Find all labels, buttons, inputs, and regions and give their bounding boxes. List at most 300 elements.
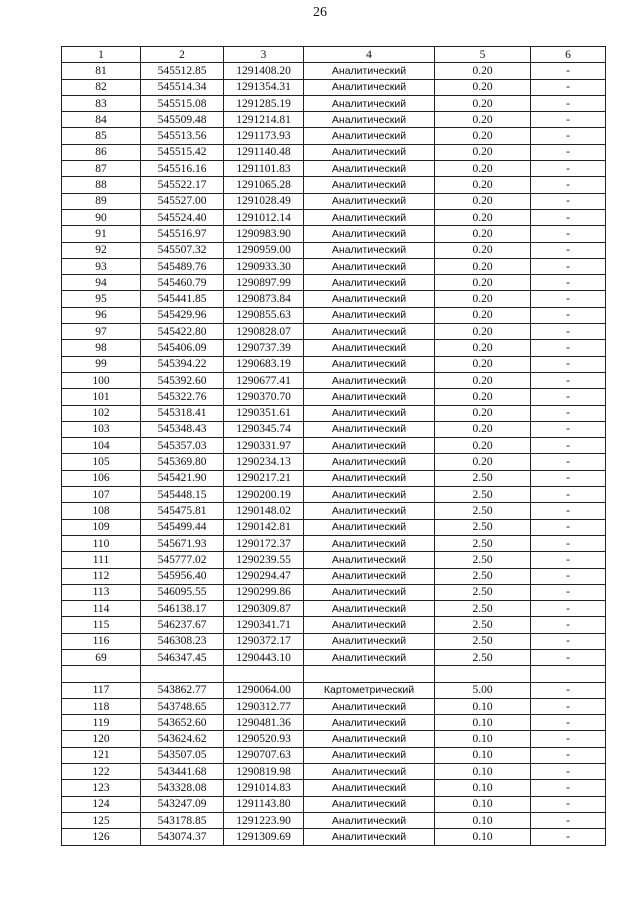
x-coordinate-cell: 543507.05 [141,747,224,763]
x-coordinate-cell: 545422.80 [141,324,224,340]
accuracy-cell: 0.20 [435,128,531,144]
method-cell: Аналитический [304,731,435,747]
method-cell: Аналитический [304,177,435,193]
accuracy-cell: 0.20 [435,389,531,405]
y-coordinate-cell: 1290855.63 [224,307,304,323]
accuracy-cell: 2.50 [435,535,531,551]
point-number-cell: 117 [62,682,141,698]
y-coordinate-cell: 1290707.63 [224,747,304,763]
method-cell: Аналитический [304,209,435,225]
accuracy-cell: 2.50 [435,470,531,486]
point-number-cell: 124 [62,796,141,812]
point-number-cell: 89 [62,193,141,209]
note-cell: - [531,421,606,437]
table-row [62,698,606,714]
accuracy-cell: 0.20 [435,340,531,356]
accuracy-cell: 2.50 [435,487,531,503]
y-coordinate-cell: 1290372.17 [224,633,304,649]
point-number-cell: 111 [62,552,141,568]
note-cell: - [531,438,606,454]
accuracy-cell: 0.20 [435,307,531,323]
note-cell: - [531,177,606,193]
x-coordinate-cell: 545777.02 [141,552,224,568]
x-coordinate-cell: 545513.56 [141,128,224,144]
header-cell-6: 6 [531,47,606,63]
accuracy-cell: 0.20 [435,291,531,307]
method-cell: Аналитический [304,601,435,617]
table-row [62,307,606,323]
point-number-cell: 96 [62,307,141,323]
accuracy-cell: 0.10 [435,698,531,714]
accuracy-cell: 0.10 [435,731,531,747]
x-coordinate-cell: 545522.17 [141,177,224,193]
point-number-cell: 94 [62,275,141,291]
x-coordinate-cell: 545322.76 [141,389,224,405]
point-number-cell: 118 [62,698,141,714]
point-number-cell: 88 [62,177,141,193]
accuracy-cell: 2.50 [435,633,531,649]
note-cell: - [531,63,606,79]
x-coordinate-cell: 545515.42 [141,144,224,160]
note-cell: - [531,258,606,274]
y-coordinate-cell: 1291309.69 [224,829,304,845]
method-cell: Аналитический [304,698,435,714]
x-coordinate-cell: 545527.00 [141,193,224,209]
table-row [62,291,606,307]
point-number-cell: 83 [62,95,141,111]
y-coordinate-cell: 1291012.14 [224,209,304,225]
note-cell: - [531,829,606,845]
point-number-cell: 92 [62,242,141,258]
note-cell: - [531,796,606,812]
accuracy-cell: 2.50 [435,552,531,568]
note-cell: - [531,389,606,405]
y-coordinate-cell: 1290234.13 [224,454,304,470]
header-cell-4: 4 [304,47,435,63]
x-coordinate-cell: 545671.93 [141,535,224,551]
accuracy-cell: 0.10 [435,796,531,812]
x-coordinate-cell: 545460.79 [141,275,224,291]
point-number-cell: 100 [62,372,141,388]
point-number-cell: 125 [62,812,141,828]
header-cell-1: 1 [62,47,141,63]
y-coordinate-cell: 1290443.10 [224,649,304,665]
method-cell: Аналитический [304,535,435,551]
table-row [62,584,606,600]
x-coordinate-cell: 545448.15 [141,487,224,503]
method-cell: Аналитический [304,128,435,144]
table-row [62,340,606,356]
table-row [62,438,606,454]
y-coordinate-cell [224,666,304,682]
table-row [62,503,606,519]
point-number-cell: 82 [62,79,141,95]
table-row [62,128,606,144]
y-coordinate-cell: 1290172.37 [224,535,304,551]
point-number-cell: 98 [62,340,141,356]
y-coordinate-cell: 1290520.93 [224,731,304,747]
y-coordinate-cell: 1290239.55 [224,552,304,568]
y-coordinate-cell: 1291408.20 [224,63,304,79]
x-coordinate-cell: 545514.34 [141,79,224,95]
point-number-cell: 108 [62,503,141,519]
x-coordinate-cell: 546308.23 [141,633,224,649]
table-row [62,161,606,177]
note-cell: - [531,715,606,731]
point-number-cell: 86 [62,144,141,160]
accuracy-cell: 0.10 [435,829,531,845]
note-cell: - [531,307,606,323]
accuracy-cell: 0.10 [435,780,531,796]
point-number-cell [62,666,141,682]
y-coordinate-cell: 1290309.87 [224,601,304,617]
y-coordinate-cell: 1290370.70 [224,389,304,405]
method-cell: Аналитический [304,780,435,796]
note-cell: - [531,356,606,372]
note-cell: - [531,682,606,698]
note-cell: - [531,242,606,258]
y-coordinate-cell: 1290200.19 [224,487,304,503]
x-coordinate-cell: 545475.81 [141,503,224,519]
note-cell: - [531,780,606,796]
note-cell: - [531,601,606,617]
point-number-cell: 107 [62,487,141,503]
method-cell: Аналитический [304,63,435,79]
accuracy-cell: 0.20 [435,275,531,291]
y-coordinate-cell: 1290828.07 [224,324,304,340]
note-cell: - [531,535,606,551]
accuracy-cell: 0.20 [435,95,531,111]
note-cell: - [531,454,606,470]
point-number-cell: 84 [62,112,141,128]
table-row [62,193,606,209]
x-coordinate-cell [141,666,224,682]
method-cell: Аналитический [304,715,435,731]
method-cell: Аналитический [304,324,435,340]
y-coordinate-cell: 1290683.19 [224,356,304,372]
accuracy-cell: 2.50 [435,519,531,535]
y-coordinate-cell: 1291101.83 [224,161,304,177]
point-number-cell: 121 [62,747,141,763]
x-coordinate-cell: 545369.80 [141,454,224,470]
point-number-cell: 126 [62,829,141,845]
point-number-cell: 101 [62,389,141,405]
table-row [62,487,606,503]
point-number-cell: 81 [62,63,141,79]
y-coordinate-cell: 1291173.93 [224,128,304,144]
x-coordinate-cell: 543652.60 [141,715,224,731]
x-coordinate-cell: 545956.40 [141,568,224,584]
point-number-cell: 110 [62,535,141,551]
point-number-cell: 95 [62,291,141,307]
y-coordinate-cell: 1291014.83 [224,780,304,796]
table-row [62,812,606,828]
table-row [62,242,606,258]
note-cell: - [531,226,606,242]
accuracy-cell: 2.50 [435,568,531,584]
x-coordinate-cell: 543328.08 [141,780,224,796]
accuracy-cell: 0.20 [435,193,531,209]
note-cell: - [531,193,606,209]
table-row [62,519,606,535]
y-coordinate-cell: 1290341.71 [224,617,304,633]
method-cell: Аналитический [304,584,435,600]
accuracy-cell: 0.20 [435,258,531,274]
y-coordinate-cell: 1290983.90 [224,226,304,242]
point-number-cell: 69 [62,649,141,665]
x-coordinate-cell: 545392.60 [141,372,224,388]
accuracy-cell: 0.20 [435,405,531,421]
x-coordinate-cell: 545499.44 [141,519,224,535]
point-number-cell: 116 [62,633,141,649]
y-coordinate-cell: 1290737.39 [224,340,304,356]
point-number-cell: 122 [62,764,141,780]
table-row [62,95,606,111]
note-cell: - [531,209,606,225]
method-cell: Аналитический [304,307,435,323]
accuracy-cell: 0.20 [435,209,531,225]
method-cell: Аналитический [304,812,435,828]
note-cell: - [531,519,606,535]
table-row [62,633,606,649]
accuracy-cell: 0.20 [435,242,531,258]
point-number-cell: 85 [62,128,141,144]
x-coordinate-cell: 543624.62 [141,731,224,747]
x-coordinate-cell: 545515.08 [141,95,224,111]
method-cell: Аналитический [304,503,435,519]
point-number-cell: 114 [62,601,141,617]
method-cell: Аналитический [304,487,435,503]
method-cell: Картометрический [304,682,435,698]
table-row [62,731,606,747]
method-cell: Аналитический [304,568,435,584]
point-number-cell: 90 [62,209,141,225]
x-coordinate-cell: 545509.48 [141,112,224,128]
table-row [62,682,606,698]
note-cell: - [531,128,606,144]
method-cell: Аналитический [304,112,435,128]
method-cell: Аналитический [304,372,435,388]
note-cell: - [531,405,606,421]
table-row [62,747,606,763]
method-cell: Аналитический [304,258,435,274]
method-cell: Аналитический [304,275,435,291]
x-coordinate-cell: 546095.55 [141,584,224,600]
y-coordinate-cell: 1290897.99 [224,275,304,291]
y-coordinate-cell: 1291140.48 [224,144,304,160]
accuracy-cell: 0.20 [435,324,531,340]
accuracy-cell: 2.50 [435,649,531,665]
y-coordinate-cell: 1290294.47 [224,568,304,584]
accuracy-cell: 0.10 [435,764,531,780]
x-coordinate-cell: 546347.45 [141,649,224,665]
table-row [62,258,606,274]
y-coordinate-cell: 1290299.86 [224,584,304,600]
note-cell: - [531,95,606,111]
method-cell: Аналитический [304,226,435,242]
y-coordinate-cell: 1291354.31 [224,79,304,95]
method-cell: Аналитический [304,796,435,812]
y-coordinate-cell: 1290217.21 [224,470,304,486]
x-coordinate-cell: 543441.68 [141,764,224,780]
method-cell: Аналитический [304,340,435,356]
y-coordinate-cell: 1291065.28 [224,177,304,193]
x-coordinate-cell: 545516.97 [141,226,224,242]
note-cell: - [531,731,606,747]
accuracy-cell: 0.10 [435,715,531,731]
x-coordinate-cell: 543862.77 [141,682,224,698]
point-number-cell: 109 [62,519,141,535]
note-cell: - [531,372,606,388]
y-coordinate-cell: 1291028.49 [224,193,304,209]
coordinates-table-body [62,47,606,846]
y-coordinate-cell: 1290331.97 [224,438,304,454]
x-coordinate-cell: 545394.22 [141,356,224,372]
table-row [62,666,606,682]
note-cell: - [531,568,606,584]
table-header-row [62,47,606,63]
note-cell: - [531,291,606,307]
method-cell: Аналитический [304,356,435,372]
table-row [62,535,606,551]
note-cell: - [531,764,606,780]
note-cell: - [531,79,606,95]
y-coordinate-cell: 1290481.36 [224,715,304,731]
y-coordinate-cell: 1290351.61 [224,405,304,421]
method-cell: Аналитический [304,829,435,845]
method-cell: Аналитический [304,79,435,95]
method-cell: Аналитический [304,649,435,665]
page-number: 26 [313,5,327,20]
y-coordinate-cell: 1290933.30 [224,258,304,274]
accuracy-cell: 2.50 [435,601,531,617]
table-row [62,389,606,405]
table-row [62,617,606,633]
table-row [62,112,606,128]
accuracy-cell: 2.50 [435,503,531,519]
x-coordinate-cell: 545357.03 [141,438,224,454]
table-row [62,226,606,242]
table-row [62,829,606,845]
accuracy-cell: 0.10 [435,747,531,763]
point-number-cell: 87 [62,161,141,177]
point-number-cell: 97 [62,324,141,340]
note-cell: - [531,552,606,568]
y-coordinate-cell: 1290959.00 [224,242,304,258]
note-cell: - [531,112,606,128]
y-coordinate-cell: 1290064.00 [224,682,304,698]
y-coordinate-cell: 1291214.81 [224,112,304,128]
method-cell: Аналитический [304,552,435,568]
table-row [62,275,606,291]
note-cell: - [531,487,606,503]
point-number-cell: 103 [62,421,141,437]
accuracy-cell: 0.20 [435,79,531,95]
accuracy-cell: 2.50 [435,617,531,633]
accuracy-cell: 0.20 [435,226,531,242]
note-cell: - [531,698,606,714]
x-coordinate-cell: 546138.17 [141,601,224,617]
point-number-cell: 120 [62,731,141,747]
table-row [62,764,606,780]
accuracy-cell: 0.20 [435,372,531,388]
table-row [62,796,606,812]
header-cell-3: 3 [224,47,304,63]
table-row [62,470,606,486]
method-cell: Аналитический [304,519,435,535]
method-cell: Аналитический [304,242,435,258]
accuracy-cell: 0.20 [435,356,531,372]
y-coordinate-cell: 1290819.98 [224,764,304,780]
coordinates-table [61,46,606,846]
point-number-cell: 112 [62,568,141,584]
note-cell: - [531,324,606,340]
point-number-cell: 123 [62,780,141,796]
x-coordinate-cell: 545507.32 [141,242,224,258]
accuracy-cell: 0.20 [435,438,531,454]
table-row [62,144,606,160]
accuracy-cell: 2.50 [435,584,531,600]
accuracy-cell: 0.20 [435,454,531,470]
table-row [62,601,606,617]
y-coordinate-cell: 1291285.19 [224,95,304,111]
y-coordinate-cell: 1290148.02 [224,503,304,519]
x-coordinate-cell: 545421.90 [141,470,224,486]
method-cell: Аналитический [304,405,435,421]
method-cell: Аналитический [304,633,435,649]
method-cell: Аналитический [304,764,435,780]
table-row [62,552,606,568]
table-row [62,356,606,372]
point-number-cell: 99 [62,356,141,372]
note-cell: - [531,747,606,763]
point-number-cell: 105 [62,454,141,470]
method-cell [304,666,435,682]
note-cell: - [531,340,606,356]
accuracy-cell: 0.20 [435,177,531,193]
x-coordinate-cell: 545318.41 [141,405,224,421]
note-cell: - [531,161,606,177]
method-cell: Аналитический [304,747,435,763]
y-coordinate-cell: 1290142.81 [224,519,304,535]
table-row [62,209,606,225]
method-cell: Аналитический [304,389,435,405]
method-cell: Аналитический [304,438,435,454]
table-row [62,63,606,79]
accuracy-cell: 0.20 [435,63,531,79]
accuracy-cell: 0.20 [435,161,531,177]
y-coordinate-cell: 1291143.80 [224,796,304,812]
point-number-cell: 102 [62,405,141,421]
note-cell: - [531,470,606,486]
y-coordinate-cell: 1290345.74 [224,421,304,437]
point-number-cell: 115 [62,617,141,633]
note-cell: - [531,649,606,665]
table-row [62,79,606,95]
header-cell-5: 5 [435,47,531,63]
y-coordinate-cell: 1291223.90 [224,812,304,828]
method-cell: Аналитический [304,470,435,486]
x-coordinate-cell: 545348.43 [141,421,224,437]
table-row [62,568,606,584]
header-cell-2: 2 [141,47,224,63]
point-number-cell: 104 [62,438,141,454]
x-coordinate-cell: 545429.96 [141,307,224,323]
note-cell: - [531,275,606,291]
note-cell: - [531,617,606,633]
note-cell: - [531,503,606,519]
table-row [62,715,606,731]
